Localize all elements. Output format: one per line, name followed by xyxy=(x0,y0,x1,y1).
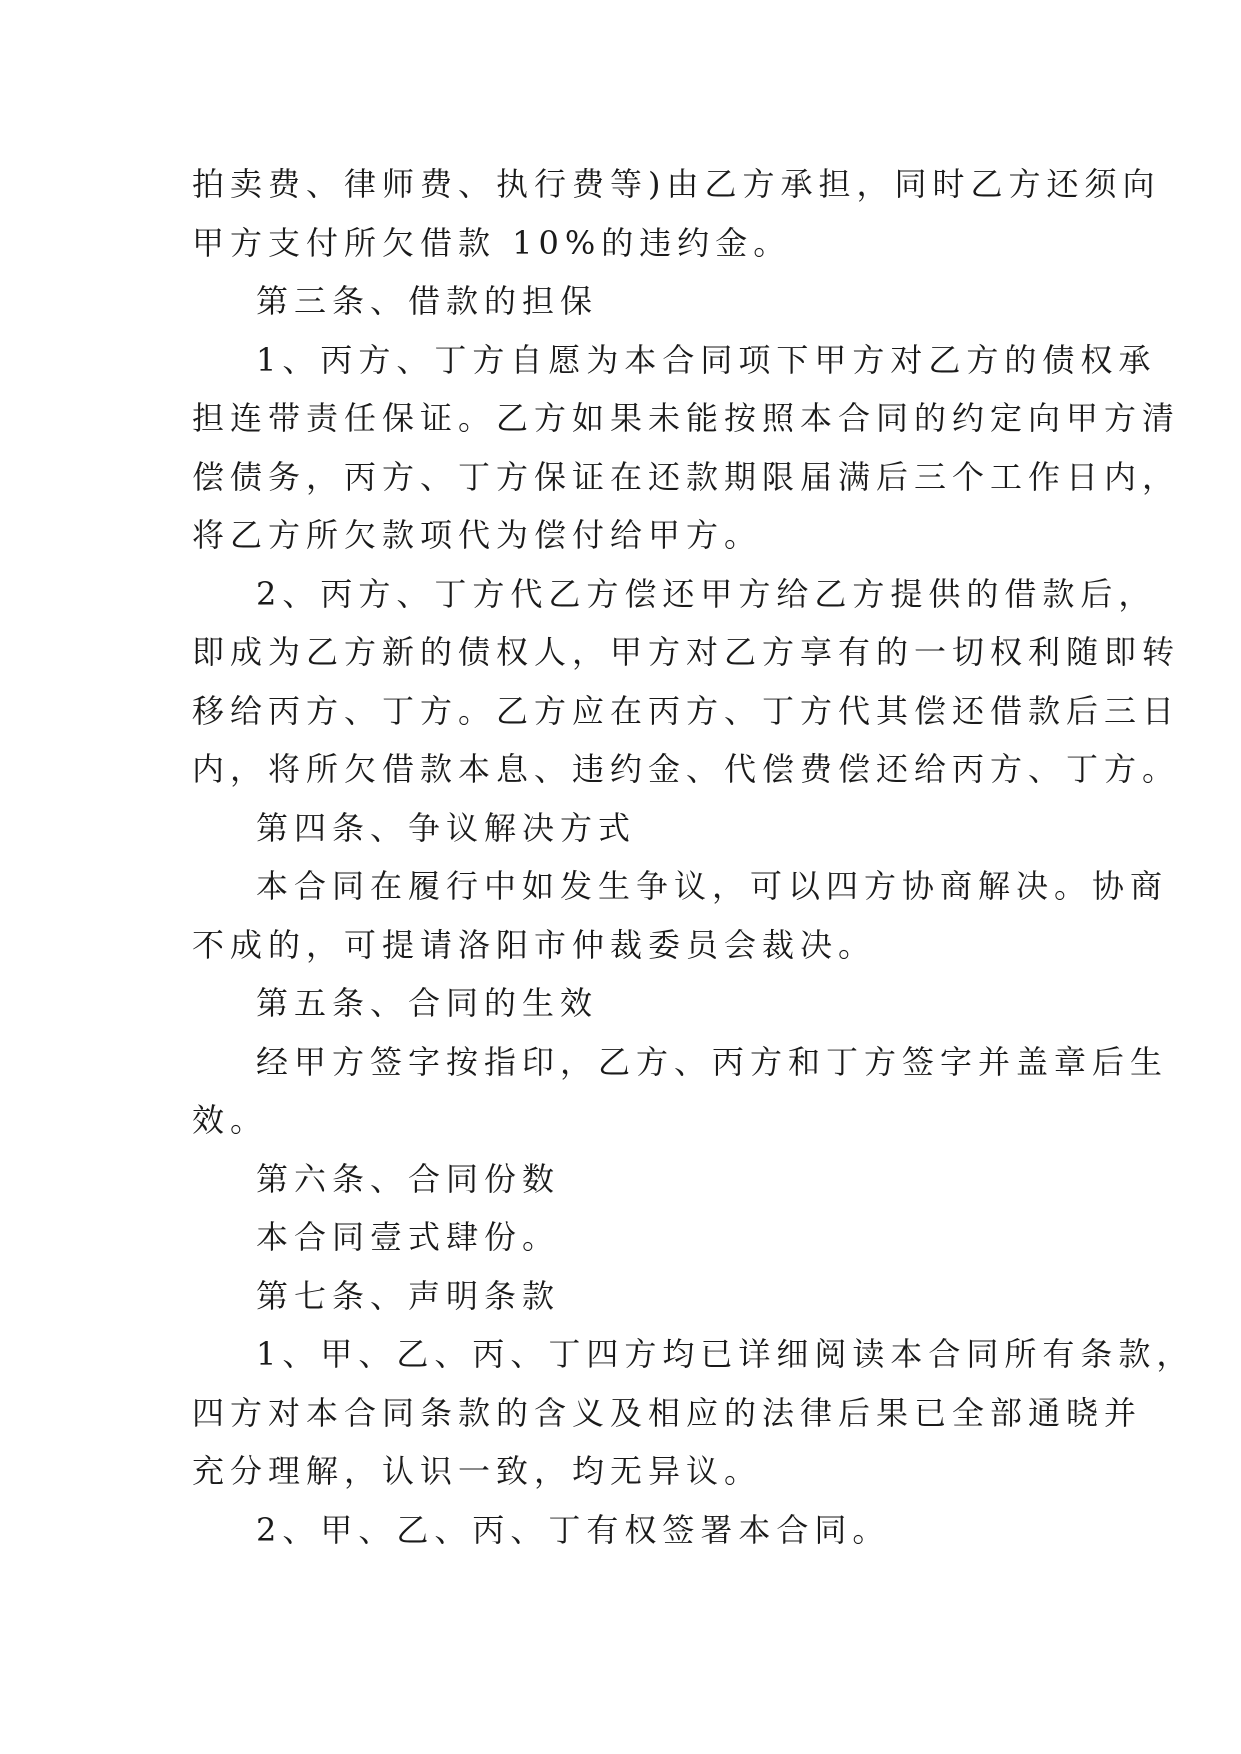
text-line: 即成为乙方新的债权人，甲方对乙方享有的一切权利随即转 xyxy=(192,633,1181,671)
text-line: 偿债务，丙方、丁方保证在还款期限届满后三个工作日内， xyxy=(192,457,1181,496)
text-line: 1、丙方、丁方自愿为本合同项下甲方对乙方的债权承 xyxy=(256,340,1157,379)
text-line: 1、甲、乙、丙、丁四方均已详细阅读本合同所有条款， xyxy=(256,1335,1195,1373)
text-line: 本合同在履行中如发生争议，可以四方协商解决。协商 xyxy=(256,867,1169,905)
text-line: 内，将所欠借款本息、违约金、代偿费偿还给丙方、丁方。 xyxy=(192,750,1181,788)
text-line: 效。 xyxy=(192,1101,269,1139)
document-body xyxy=(192,155,1195,1559)
section-heading: 第三条、借款的担保 xyxy=(256,282,599,320)
text-line: 不成的，可提请洛阳市仲裁委员会裁决。 xyxy=(192,925,877,964)
section-heading: 第四条、争议解决方式 xyxy=(256,808,637,847)
section-heading: 第六条、合同份数 xyxy=(256,1159,561,1198)
text-line: 将乙方所欠款项代为偿付给甲方。 xyxy=(192,516,763,554)
text-line: 2、丙方、丁方代乙方偿还甲方给乙方提供的借款后， xyxy=(256,574,1157,613)
text-line: 移给丙方、丁方。乙方应在丙方、丁方代其偿还借款后三日 xyxy=(192,691,1181,730)
text-line: 甲方支付所欠借款 10%的违约金。 xyxy=(192,223,792,262)
section-heading: 第五条、合同的生效 xyxy=(256,984,599,1022)
text-line: 2、甲、乙、丙、丁有权签署本合同。 xyxy=(256,1510,891,1549)
text-line: 本合同壹式肆份。 xyxy=(256,1218,561,1256)
section-heading: 第七条、声明条款 xyxy=(256,1276,561,1315)
text-line: 经甲方签字按指印，乙方、丙方和丁方签字并盖章后生 xyxy=(256,1042,1169,1081)
text-line: 充分理解，认识一致，均无异议。 xyxy=(192,1452,763,1490)
text-line: 担连带责任保证。乙方如果未能按照本合同的约定向甲方清 xyxy=(192,399,1181,437)
text-line: 拍卖费、律师费、执行费等)由乙方承担，同时乙方还须向 xyxy=(192,165,1161,203)
text-line: 四方对本合同条款的含义及相应的法律后果已全部通晓并 xyxy=(192,1393,1143,1432)
